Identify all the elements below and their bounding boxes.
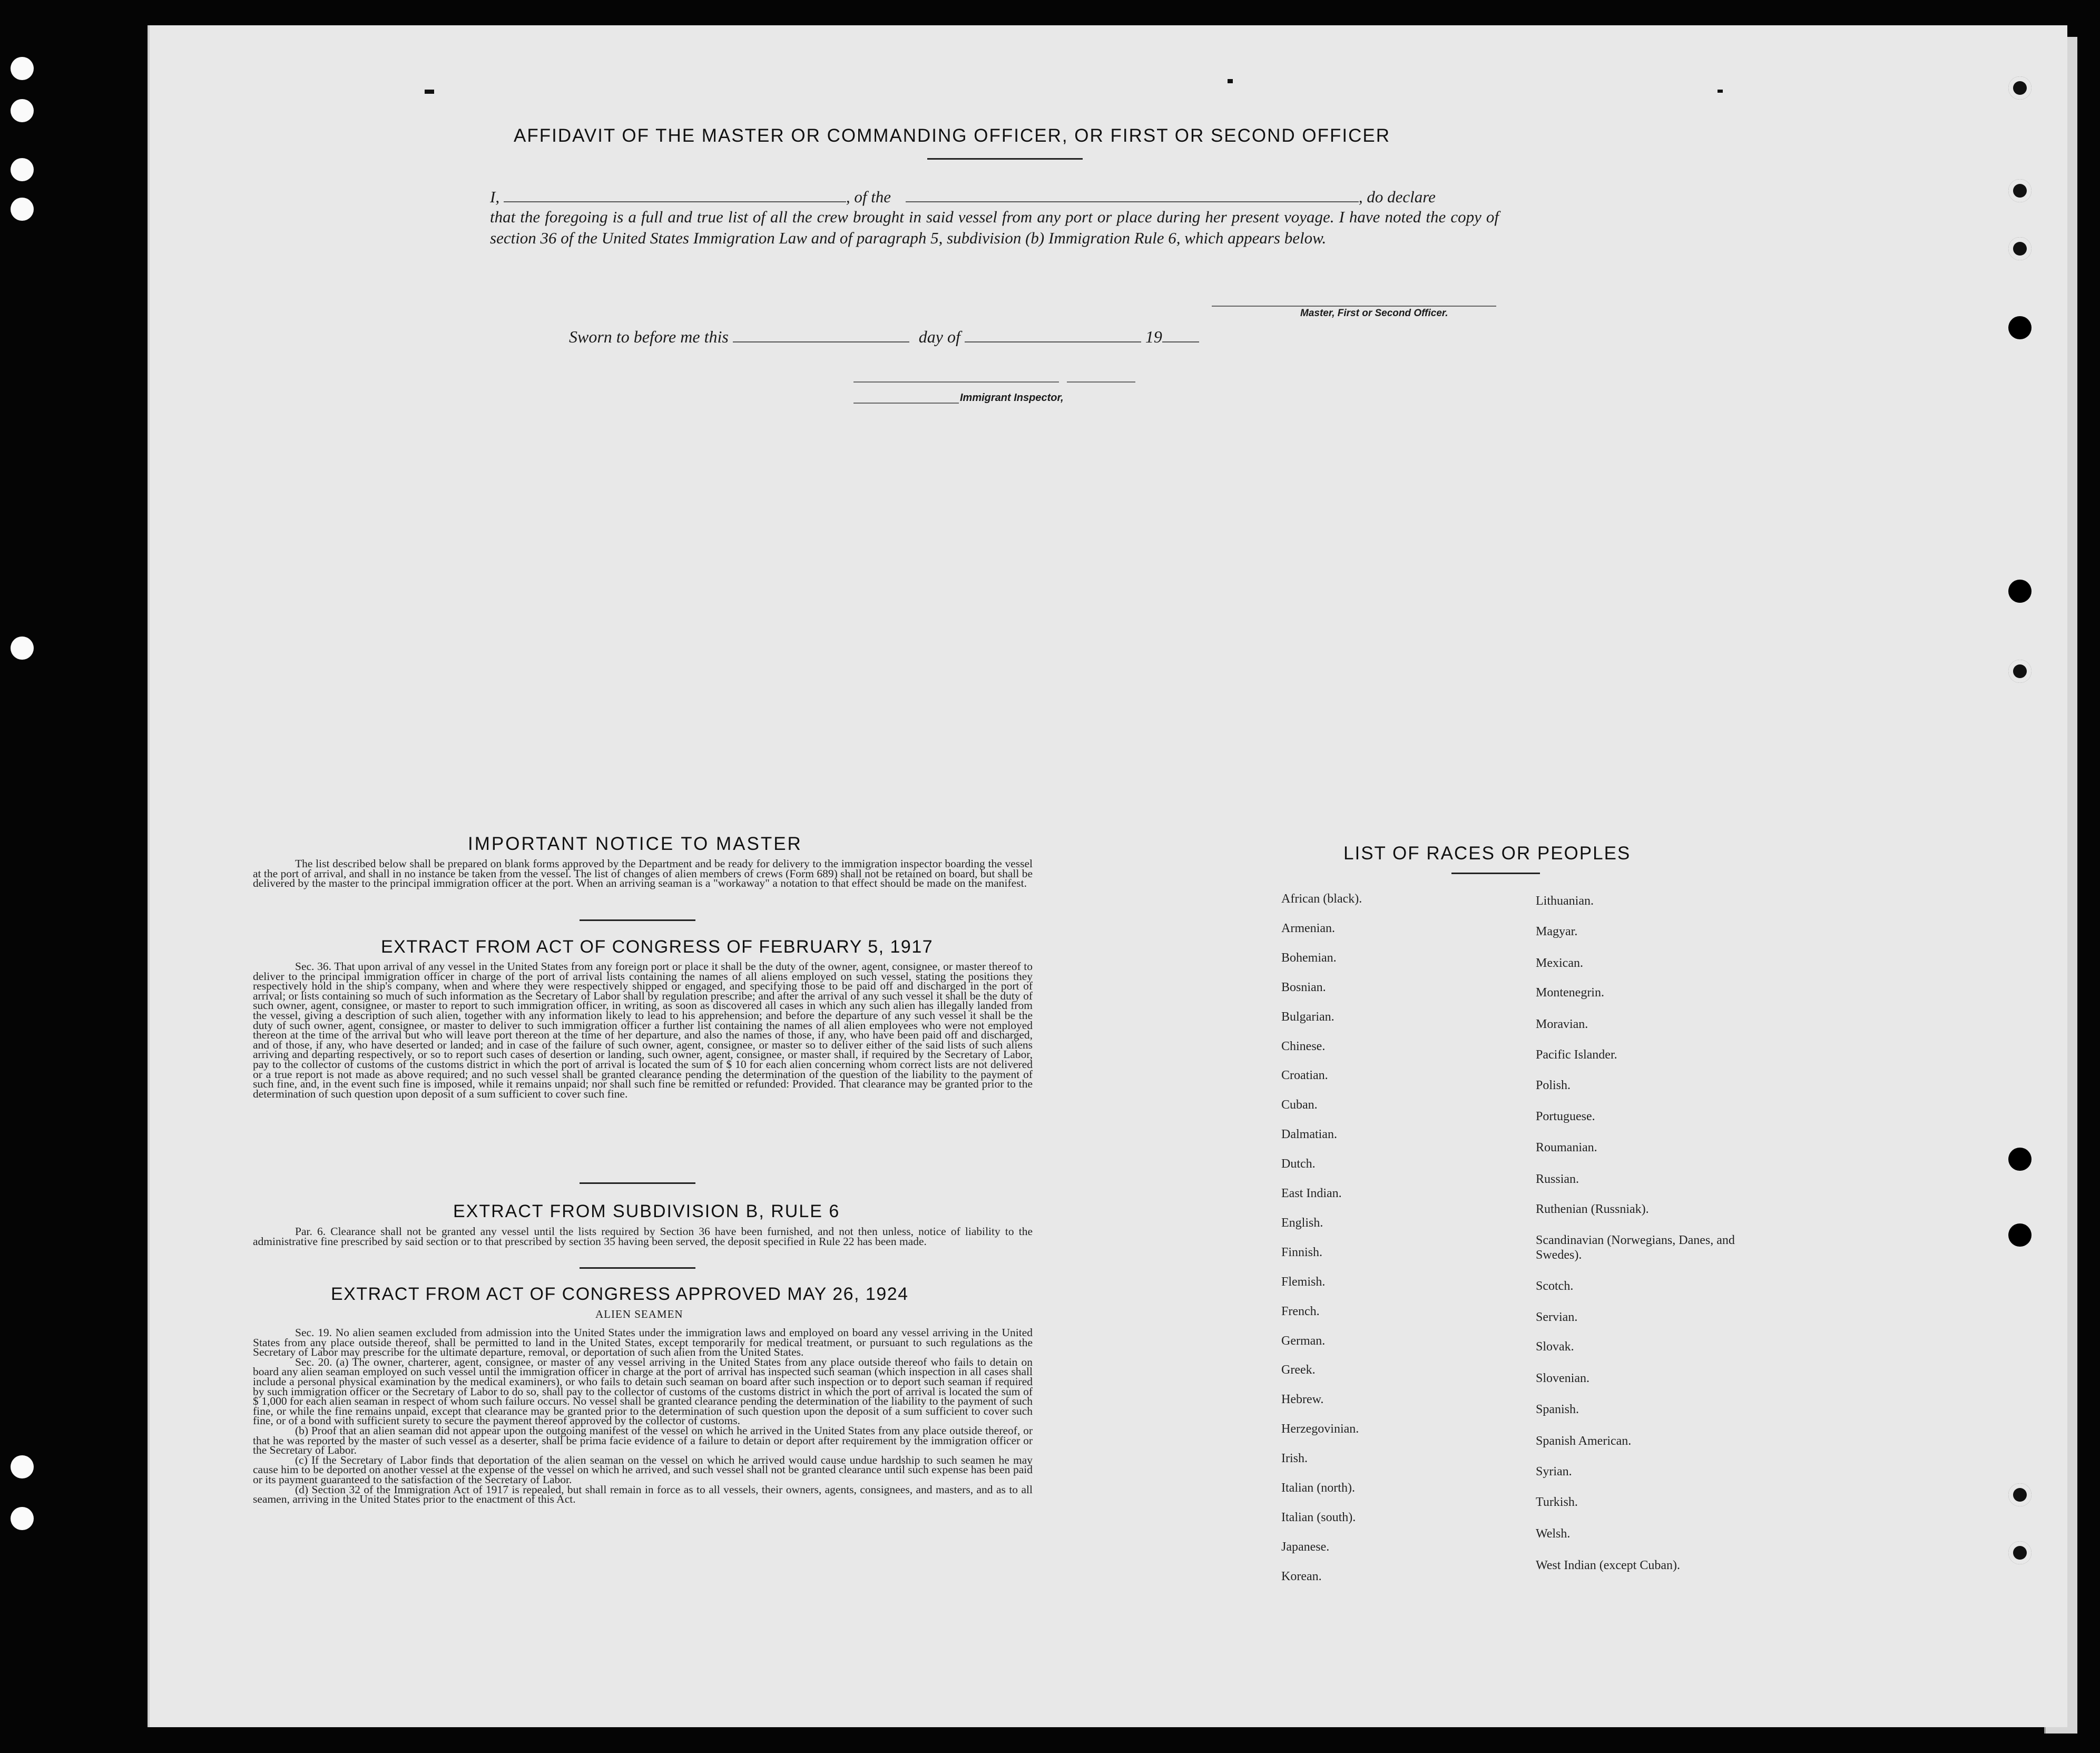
- race-item: Hebrew.: [1281, 1393, 1324, 1406]
- race-item: Mexican.: [1536, 956, 1583, 970]
- race-item: Welsh.: [1536, 1527, 1571, 1541]
- punch-hole: [11, 1507, 34, 1530]
- race-item: Flemish.: [1281, 1275, 1326, 1289]
- sworn-day-of: day of: [918, 327, 960, 346]
- race-item: Bohemian.: [1281, 951, 1337, 965]
- punch-hole: [2008, 1223, 2032, 1247]
- sworn-day-field[interactable]: [733, 326, 909, 342]
- signature-label: Master, First or Second Officer.: [1300, 308, 1448, 319]
- affidavit-body: that the foregoing is a full and true list of all the crew brought in said vessel from any port or place during her present voyage. I have noted the copy of section 36 of the United States Immigration Law and of paragraph 5, subdivision (b) Immigration Rule 6, which appears below.: [490, 208, 1499, 247]
- extract-1924-title: EXTRACT FROM ACT OF CONGRESS APPROVED MAY 26, 1924: [331, 1284, 909, 1304]
- race-item: Moravian.: [1536, 1017, 1588, 1031]
- subdivision-b-title: EXTRACT FROM SUBDIVISION B, RULE 6: [453, 1201, 840, 1221]
- inspector-line-3[interactable]: [853, 403, 959, 404]
- race-item: Ruthenian (Russniak).: [1536, 1202, 1649, 1216]
- race-item: Dalmatian.: [1281, 1128, 1337, 1141]
- race-item: Italian (south).: [1281, 1511, 1356, 1524]
- race-item: Spanish.: [1536, 1403, 1579, 1416]
- race-item: Bosnian.: [1281, 981, 1326, 994]
- race-item: Finnish.: [1281, 1246, 1323, 1259]
- notice-text: The list described below shall be prepared on blank forms approved by the Department and be ready for delivery to the immigration inspector boarding the vessel at the port of arrival, and shall in no instance be taken from the vessel. The list of changes of alien members of crews (Form 689) shall not be retained on board, but shall be delivered by the master to the principal immigration officer at the port. When an arriving seaman is a "workaway" a notation to that effect should be made on the manifest.: [253, 857, 1033, 890]
- race-item: Portuguese.: [1536, 1110, 1595, 1123]
- race-item: Italian (north).: [1281, 1481, 1355, 1495]
- ink-mark: [425, 90, 434, 94]
- race-item: Chinese.: [1281, 1040, 1326, 1053]
- punch-hole: [11, 99, 34, 122]
- race-item: Croatian.: [1281, 1069, 1328, 1082]
- punch-hole: [2008, 179, 2032, 202]
- inspector-line-2[interactable]: [1067, 381, 1135, 383]
- sec19-text: Sec. 19. No alien seamen excluded from admission into the United States under the immigration laws and employed on board any vessel arriving in the United States from any place outside thereof, shall be permitted to land in the United States, except temporarily for medical treatment, or pursuant to such regulations as the Secretary of Labor may prescribe for the ultimate departure, removal, or deportation of such alien from the United States.: [253, 1326, 1033, 1359]
- punch-hole: [11, 636, 34, 660]
- sworn-month-field[interactable]: [965, 326, 1141, 342]
- race-item: Spanish American.: [1536, 1434, 1632, 1448]
- race-item: English.: [1281, 1216, 1323, 1230]
- sworn-prefix: Sworn to before me this: [569, 327, 729, 346]
- extract-1924-body: [253, 1328, 1033, 1504]
- extract-1924-subtitle: ALIEN SEAMEN: [595, 1308, 683, 1320]
- race-item: Greek.: [1281, 1363, 1316, 1377]
- inspector-label: Immigrant Inspector,: [960, 392, 1064, 404]
- punch-hole: [11, 57, 34, 80]
- race-item: Slovak.: [1536, 1340, 1574, 1354]
- sworn-line: [569, 326, 1199, 347]
- affidavit-title: AFFIDAVIT OF THE MASTER OR COMMANDING OFFICER, OR FIRST OR SECOND OFFICER: [514, 125, 1391, 146]
- race-item: French.: [1281, 1305, 1320, 1318]
- sec20c-text: (c) If the Secretary of Labor finds that deportation of the alien seaman on the vessel on which he arrived would cause undue hardship to such seamen he may cause him to be deported on another vessel at the expense of the vessel on which he arrived, and such vessel shall not be granted clearance until such expense has been paid or its payment guaranteed to the satisfaction of the Secretary of Labor.: [253, 1453, 1033, 1486]
- notice-body: [253, 859, 1033, 888]
- race-item: Turkish.: [1536, 1495, 1578, 1509]
- race-item: Slovenian.: [1536, 1372, 1589, 1385]
- punch-hole: [2008, 660, 2032, 683]
- race-item: Japanese.: [1281, 1540, 1330, 1554]
- race-item: Roumanian.: [1536, 1141, 1597, 1154]
- race-item: East Indian.: [1281, 1187, 1342, 1200]
- race-item: Bulgarian.: [1281, 1010, 1334, 1024]
- extract-1917-rule: [580, 1182, 695, 1184]
- race-item: Servian.: [1536, 1310, 1578, 1324]
- race-item: Scotch.: [1536, 1279, 1574, 1293]
- punch-hole: [11, 158, 34, 181]
- race-item: Herzegovinian.: [1281, 1422, 1359, 1436]
- races-title: LIST OF RACES OR PEOPLES: [1343, 843, 1631, 864]
- sworn-year-field[interactable]: [1162, 326, 1199, 342]
- race-item: Korean.: [1281, 1570, 1322, 1583]
- race-item: Montenegrin.: [1536, 986, 1604, 1000]
- ink-mark: [1718, 90, 1723, 93]
- notice-rule: [580, 919, 695, 921]
- affidavit-title-rule: [927, 158, 1083, 160]
- name-field[interactable]: [504, 185, 846, 202]
- notice-title: IMPORTANT NOTICE TO MASTER: [468, 834, 802, 854]
- race-item: Magyar.: [1536, 925, 1578, 938]
- affidavit-declare-label: , do declare: [1358, 188, 1436, 206]
- sec20d-text: (d) Section 32 of the Immigration Act of 1917 is repealed, but shall remain in force as to all vessels, their owners, agents, consignees, and masters, and as to all seamen, arriving in the United States prior to the enactment of this Act.: [253, 1483, 1033, 1506]
- race-item: African (black).: [1281, 892, 1362, 906]
- punch-hole: [2008, 237, 2032, 260]
- punch-hole: [2008, 1541, 2032, 1564]
- subdivision-b-rule: [580, 1267, 695, 1269]
- punch-hole: [2008, 580, 2032, 603]
- punch-hole: [2008, 1483, 2032, 1506]
- race-item: Cuban.: [1281, 1098, 1318, 1112]
- affidavit-of-the-label: , of the: [846, 188, 891, 206]
- punch-hole: [2008, 1148, 2032, 1171]
- race-item: West Indian (except Cuban).: [1536, 1559, 1680, 1572]
- race-item: Armenian.: [1281, 922, 1335, 935]
- subdivision-b-body: [253, 1227, 1033, 1246]
- punch-hole: [2008, 316, 2032, 339]
- sworn-year: 19: [1145, 327, 1162, 346]
- race-item: Dutch.: [1281, 1157, 1316, 1171]
- par6-text: Par. 6. Clearance shall not be granted any vessel until the lists required by Section 36 have been furnished, and not then unless, notice of liability to the administrative fine prescribed by said section or to that prescribed by section 35 having been served, the deposit specified in Rule 22 has been made.: [253, 1225, 1033, 1248]
- sec20b-text: (b) Proof that an alien seaman did not appear upon the outgoing manifest of the vessel on which he arrived in the United States from any place outside thereof, or that he was reported by the master of such vessel as a deserter, shall be prima facie evidence of a failure to detain or deport after requirement by the immigration officer or the Secretary of Labor.: [253, 1424, 1033, 1457]
- punch-hole: [11, 198, 34, 221]
- race-item: Scandinavian (Norwegians, Danes, and Swedes).: [1536, 1233, 1735, 1262]
- race-item: Pacific Islander.: [1536, 1048, 1617, 1062]
- sec36-text: Sec. 36. That upon arrival of any vessel in the United States from any foreign port or place it shall be the duty of the owner, agent, consignee, or master thereof to deliver to the principal immigration officer in charge of the port of arrival lists containing the names of all aliens employed on such vessel, stating the positions they respectively hold in the ship's company, when and where they were respectively shipped or engaged, and specifying those to be paid off and discharged in the port of arrival; or lists containing so much of such information as the Secretary of Labor shall by regulation prescribe; and after the arrival of any such vessel it shall be the duty of such owner, agent, consignee, or master to report to such immigration officer, in writing, as soon as discovered all cases in which any such alien has illegally landed from the vessel, giving a description of such alien, together with any information likely to lead to his apprehension; and before the departure of any such vessel it shall be the duty of such owner, agent, consignee, or master to deliver to such immigration officer a further list containing the names of all alien employees who were not employed thereon at the time of the arrival but who will leave port thereon at the time of her departure, and also the names of those, if any, who have been paid off and discharged, and of those, if any, who have deserted or landed; and in case of the failure of such owner, agent, consignee, or master so to deliver either of the said lists of such aliens arriving and departing respectively, or so to report such cases of desertion or landing, such owner, agent, consignee, or master shall, if required by the Secretary of Labor, pay to the collector of customs of the customs district in which the port of arrival is located the sum of $ 10 for each alien concerning whom correct lists are not delivered or a true report is not made as above required; and no such vessel shall be granted clearance pending the determination of the question of the liability to the payment of such fine, and, in the event such fine is imposed, while it remains unpaid; nor shall such fine be remitted or refunded: Provided. That clearance may be granted prior to the determination of such question upon deposit of a sum sufficient to cover such fine.: [253, 960, 1033, 1100]
- punch-hole: [2008, 76, 2032, 100]
- race-item: Irish.: [1281, 1452, 1308, 1465]
- sec20a-text: Sec. 20. (a) The owner, charterer, agent, consignee, or master of any vessel arriving in the United States from any place outside thereof who fails to detain on board any alien seaman employed on such vessel until the immigration officer in charge at the port of arrival has inspected such seaman (which inspection in all cases shall include a personal physical examination by the medical examiners), or who fails to detain such seaman on board after such inspection or to deport such seaman if required by such immigration officer or the Secretary of Labor to do so, shall pay to the collector of customs of the customs district in which the port of arrival is located the sum of $ 1,000 for each alien seaman in respect of whom such failure occurs. No vessel shall be granted clearance pending the determination of the liability to the payment of such fine, or while the fine remains unpaid, except that clearance may be granted prior to the determination of such question upon the deposit of a sum sufficient to cover such fine, or of a bond with sufficient surety to secure the payment thereof approved by the collector of customs.: [253, 1355, 1033, 1427]
- signature-line[interactable]: [1212, 306, 1496, 307]
- extract-1917-body: [253, 962, 1033, 1099]
- vessel-field[interactable]: [906, 185, 1359, 202]
- ink-mark: [1228, 79, 1233, 83]
- race-item: Russian.: [1536, 1172, 1579, 1186]
- race-item: Lithuanian.: [1536, 894, 1594, 908]
- race-item: Polish.: [1536, 1079, 1571, 1092]
- affidavit-i-label: I,: [490, 188, 500, 206]
- race-item: German.: [1281, 1334, 1326, 1348]
- inspector-line-1[interactable]: [853, 381, 1059, 383]
- extract-1917-title: EXTRACT FROM ACT OF CONGRESS OF FEBRUARY 5, 1917: [381, 937, 934, 957]
- affidavit-declaration-line: [490, 185, 1436, 207]
- punch-hole: [11, 1455, 34, 1478]
- races-title-rule: [1451, 873, 1540, 874]
- race-item: Syrian.: [1536, 1465, 1572, 1478]
